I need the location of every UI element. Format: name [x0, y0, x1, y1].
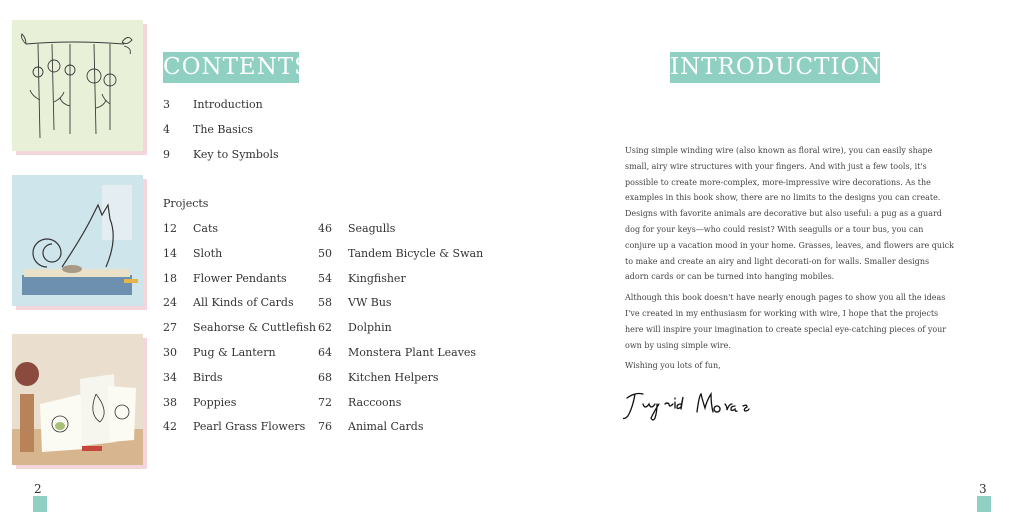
page-tab-left [33, 496, 47, 512]
toc-entry-title: Poppies [193, 395, 237, 409]
toc-page-number: 14 [163, 246, 177, 260]
introduction-heading: INTRODUCTION [670, 52, 880, 83]
toc-entry-title: Tandem Bicycle & Swan [348, 246, 484, 260]
toc-entry-title: Animal Cards [348, 420, 424, 434]
toc-page-number: 46 [318, 222, 332, 235]
author-signature [623, 384, 768, 424]
toc-entry-title: Introduction [193, 98, 263, 111]
intro-paragraph-3: Wishing you lots of fun, [625, 361, 721, 371]
toc-page-number: 58 [318, 296, 332, 310]
toc-page-number: 76 [318, 420, 332, 434]
toc-page-number: 34 [163, 370, 177, 384]
intro-paragraph-2: Although this book doesn't have nearly enough pages to show you all the ideas I've created in my enthusiasm for working with wire, I hope that the projects here will inspire your imagination to create special eye-catching pieces of your own by using simple wire. [625, 293, 947, 350]
toc-entry-title: Kingfisher [348, 271, 406, 285]
toc-entry-title: Pearl Grass Flowers [193, 420, 306, 434]
projects-label: Projects [163, 197, 209, 210]
toc-entry-title: Pug & Lantern [193, 346, 276, 359]
toc-page-number: 24 [163, 296, 177, 310]
wire-flowers-illustration [12, 20, 143, 151]
toc-entry-title: Flower Pendants [193, 271, 287, 285]
wire-cards-photo [12, 334, 143, 465]
introduction-body [625, 143, 955, 379]
toc-page-number: 27 [163, 321, 177, 335]
toc-entry-title: Sloth [193, 246, 223, 260]
toc-page-number: 12 [163, 222, 177, 235]
toc-entry-title: All Kinds of Cards [193, 296, 294, 310]
toc-page-number: 30 [163, 346, 177, 359]
toc-entry-title: Raccoons [348, 395, 402, 409]
toc-entry-title: Monstera Plant Leaves [348, 346, 477, 359]
contents-heading: CONTENTS [163, 52, 299, 83]
toc-entry-title: Kitchen Helpers [348, 370, 439, 384]
page-tab-right [977, 496, 991, 512]
toc-entry-title: Seagulls [348, 222, 396, 235]
toc-entry-title: Seahorse & Cuttlefish [193, 321, 316, 335]
toc-page-number: 68 [318, 370, 332, 384]
toc-entry-title: VW Bus [348, 296, 392, 310]
toc-entry-title: Key to Symbols [193, 148, 279, 161]
page-number-left: 2 [34, 482, 42, 496]
wire-flowers-photo [12, 20, 143, 151]
toc-page-number: 4 [163, 123, 170, 136]
wire-cat-photo [12, 175, 143, 306]
toc-page-number: 72 [318, 395, 332, 409]
toc-page-number: 42 [163, 420, 177, 434]
toc-page-number: 54 [318, 271, 332, 285]
toc-entry-title: Birds [193, 370, 223, 384]
intro-paragraph-1: Using simple winding wire (also known as floral wire), you can easily shape small, airy wire structures with your fingers. And with just a few tools, it's possible to create more-complex, more-impressive wire decorations. As the examples in this book show, there are no limits to the designs you can create. Designs with favorite animals are decorative but also useful: a pug as a guard dog for your keys—who could resist? With seagulls or a tour bus, you can conjure up a vacation mood in your home. Grasses, leaves, and flowers are quick to make and create an airy and light decorati-on for walls. Smaller designs adorn cards or can be turned into hanging mobiles. [625, 146, 954, 282]
toc-page-number: 62 [318, 321, 332, 335]
toc-page-number: 64 [318, 346, 332, 359]
page-number-right: 3 [979, 482, 987, 496]
toc-page-number: 18 [163, 271, 177, 285]
toc-page-number: 3 [163, 98, 170, 111]
toc-entry-title: Cats [193, 222, 219, 235]
toc-entry-title: The Basics [193, 123, 254, 136]
toc-entry-title: Dolphin [348, 321, 392, 335]
toc-page-number: 38 [163, 395, 177, 409]
wire-cards-illustration [12, 334, 143, 465]
toc-page-number: 50 [318, 246, 332, 260]
wire-cat-illustration [12, 175, 143, 306]
toc-page-number: 9 [163, 148, 170, 161]
